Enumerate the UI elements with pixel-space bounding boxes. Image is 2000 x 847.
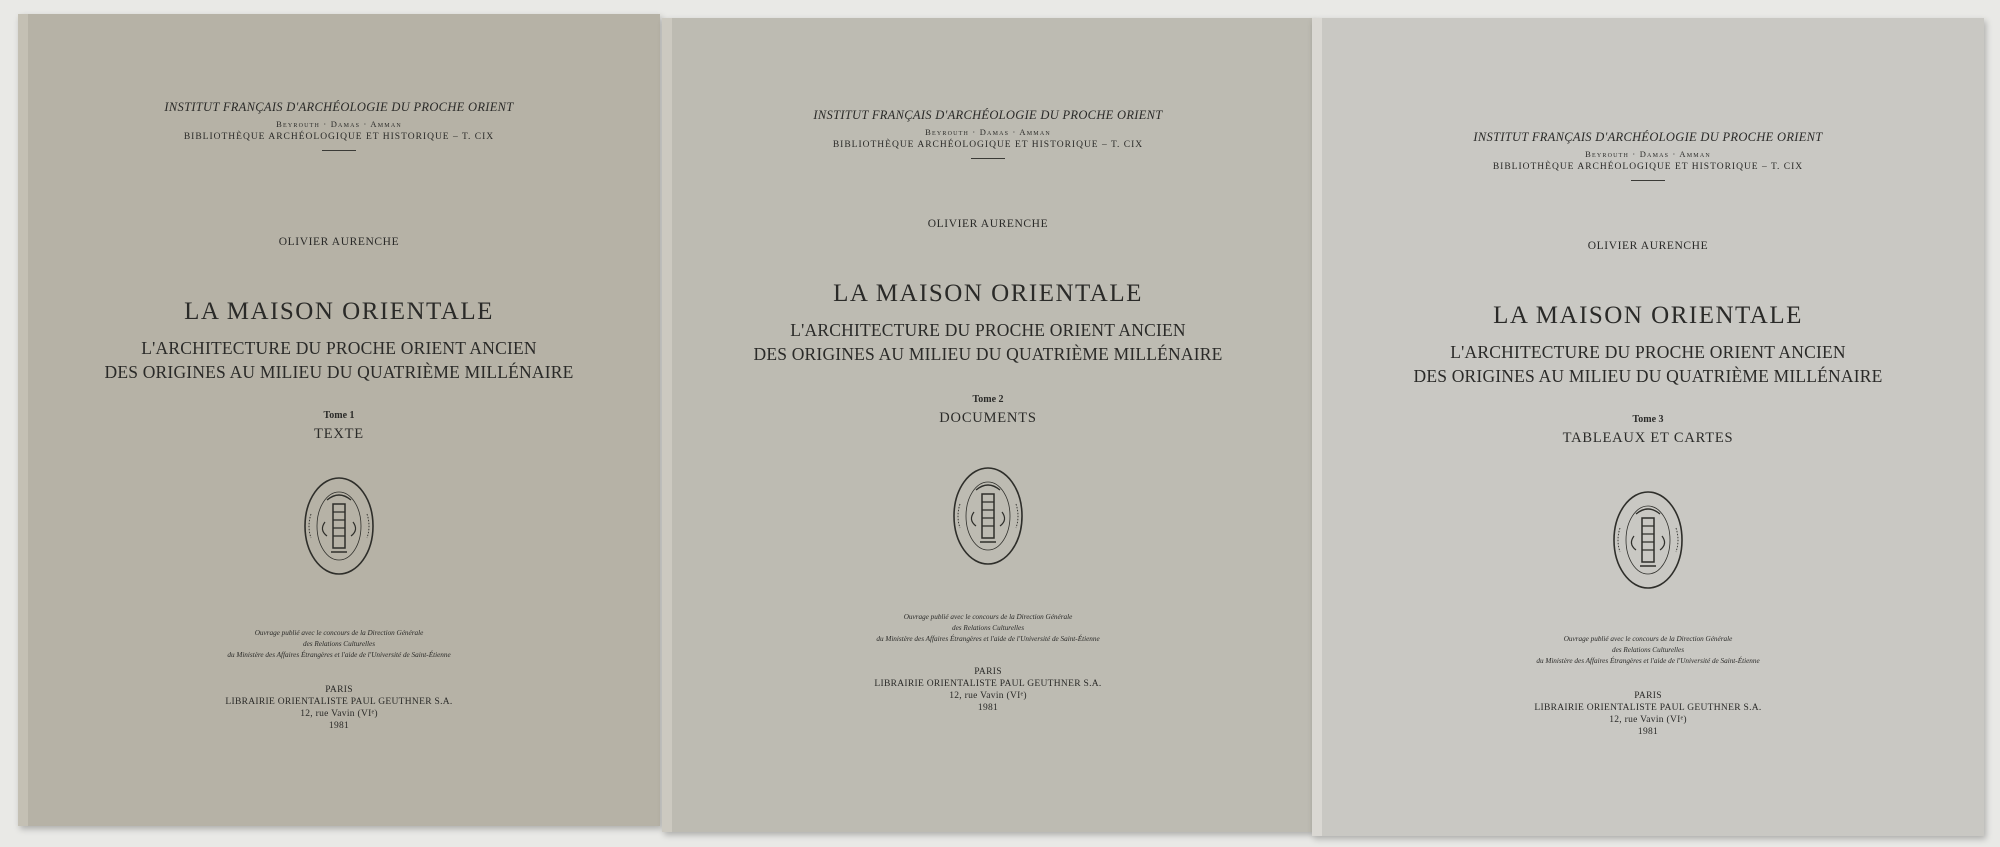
volume-info xyxy=(18,410,660,443)
institute-cities: Beyrouth · Damas · Amman xyxy=(1585,149,1711,159)
series-name: BIBLIOTHÈQUE ARCHÉOLOGIQUE ET HISTORIQUE – T. CIX xyxy=(832,140,1144,150)
institute-name: INSTITUT FRANÇAIS D'ARCHÉOLOGIE DU PROCHE ORIENT xyxy=(164,100,514,114)
institute-cities: Beyrouth · Damas · Amman xyxy=(276,119,402,129)
book-cover-tome-1 xyxy=(18,14,660,826)
credit-line-2: des Relations Culturelles xyxy=(1611,646,1684,654)
divider xyxy=(971,158,1005,159)
credit-note xyxy=(18,628,660,661)
credit-line-3: du Ministère des Affaires Étrangères et l'aide de l'Université de Saint-Étienne xyxy=(876,635,1100,643)
publisher-name: LIBRAIRIE ORIENTALISTE PAUL GEUTHNER S.A. xyxy=(1534,703,1762,713)
volume-title: TABLEAUX ET CARTES xyxy=(1562,430,1734,446)
credit-line-1: Ouvrage publié avec le concours de la Direction Générale xyxy=(903,613,1073,621)
credit-line-2: des Relations Culturelles xyxy=(302,640,375,648)
volume-title: DOCUMENTS xyxy=(939,410,1037,426)
publisher-address: 12, rue Vavin (VIᵉ) xyxy=(300,709,378,719)
book-cover-tome-3 xyxy=(1312,18,1984,836)
credit-line-1: Ouvrage publié avec le concours de la Direction Générale xyxy=(1563,635,1733,643)
publication-year: 1981 xyxy=(1637,727,1659,737)
publisher-city: PARIS xyxy=(325,685,353,695)
credit-line-2: des Relations Culturelles xyxy=(951,624,1024,632)
tome-number: Tome 3 xyxy=(1632,414,1664,425)
publisher-name: LIBRAIRIE ORIENTALISTE PAUL GEUTHNER S.A. xyxy=(225,697,453,707)
volume-info xyxy=(662,394,1314,427)
publisher-city: PARIS xyxy=(1634,691,1662,701)
tome-number: Tome 2 xyxy=(972,394,1004,405)
volume-title: TEXTE xyxy=(314,426,364,442)
publisher-header xyxy=(662,108,1314,159)
author-name: OLIVIER AURENCHE xyxy=(927,218,1049,230)
credit-note xyxy=(662,612,1314,645)
subtitle-line-2: DES ORIGINES AU MILIEU DU QUATRIÈME MILLÉNAIRE xyxy=(104,362,574,382)
book-title: LA MAISON ORIENTALE xyxy=(184,298,494,325)
subtitle-line-1: L'ARCHITECTURE DU PROCHE ORIENT ANCIEN xyxy=(141,338,537,358)
book-subtitle xyxy=(662,318,1314,366)
author-name: OLIVIER AURENCHE xyxy=(278,236,400,248)
book-cover-tome-2 xyxy=(662,18,1314,832)
credit-line-1: Ouvrage publié avec le concours de la Direction Générale xyxy=(254,629,424,637)
publisher-header xyxy=(18,100,660,151)
divider xyxy=(322,150,356,151)
subtitle-line-2: DES ORIGINES AU MILIEU DU QUATRIÈME MILLÉNAIRE xyxy=(753,344,1223,364)
book-subtitle xyxy=(1312,340,1984,388)
publisher-imprint xyxy=(662,666,1314,714)
book-title: LA MAISON ORIENTALE xyxy=(1493,302,1803,329)
institute-seal xyxy=(18,474,660,578)
book-subtitle xyxy=(18,336,660,384)
subtitle-line-2: DES ORIGINES AU MILIEU DU QUATRIÈME MILLÉNAIRE xyxy=(1413,366,1883,386)
institute-name: INSTITUT FRANÇAIS D'ARCHÉOLOGIE DU PROCHE ORIENT xyxy=(1473,130,1823,144)
credit-line-3: du Ministère des Affaires Étrangères et l'aide de l'Université de Saint-Étienne xyxy=(227,651,451,659)
author-name: OLIVIER AURENCHE xyxy=(1587,240,1709,252)
publication-year: 1981 xyxy=(977,703,999,713)
divider xyxy=(1631,180,1665,181)
seal-emblem-icon xyxy=(301,474,377,578)
institute-cities: Beyrouth · Damas · Amman xyxy=(925,127,1051,137)
subtitle-line-1: L'ARCHITECTURE DU PROCHE ORIENT ANCIEN xyxy=(1450,342,1846,362)
publisher-address: 12, rue Vavin (VIᵉ) xyxy=(1609,715,1687,725)
credit-note xyxy=(1312,634,1984,667)
series-name: BIBLIOTHÈQUE ARCHÉOLOGIQUE ET HISTORIQUE – T. CIX xyxy=(183,132,495,142)
tome-number: Tome 1 xyxy=(323,410,355,421)
seal-emblem-icon xyxy=(1610,488,1686,592)
credit-line-3: du Ministère des Affaires Étrangères et l'aide de l'Université de Saint-Étienne xyxy=(1536,657,1760,665)
publisher-imprint xyxy=(18,684,660,732)
publication-year: 1981 xyxy=(328,721,350,731)
seal-emblem-icon xyxy=(950,464,1026,568)
publisher-address: 12, rue Vavin (VIᵉ) xyxy=(949,691,1027,701)
publisher-header xyxy=(1312,130,1984,181)
publisher-name: LIBRAIRIE ORIENTALISTE PAUL GEUTHNER S.A. xyxy=(874,679,1102,689)
institute-seal xyxy=(1312,488,1984,592)
volume-info xyxy=(1312,414,1984,447)
publisher-city: PARIS xyxy=(974,667,1002,677)
publisher-imprint xyxy=(1312,690,1984,738)
institute-name: INSTITUT FRANÇAIS D'ARCHÉOLOGIE DU PROCHE ORIENT xyxy=(813,108,1163,122)
subtitle-line-1: L'ARCHITECTURE DU PROCHE ORIENT ANCIEN xyxy=(790,320,1186,340)
institute-seal xyxy=(662,464,1314,568)
book-title: LA MAISON ORIENTALE xyxy=(833,280,1143,307)
series-name: BIBLIOTHÈQUE ARCHÉOLOGIQUE ET HISTORIQUE – T. CIX xyxy=(1492,162,1804,172)
